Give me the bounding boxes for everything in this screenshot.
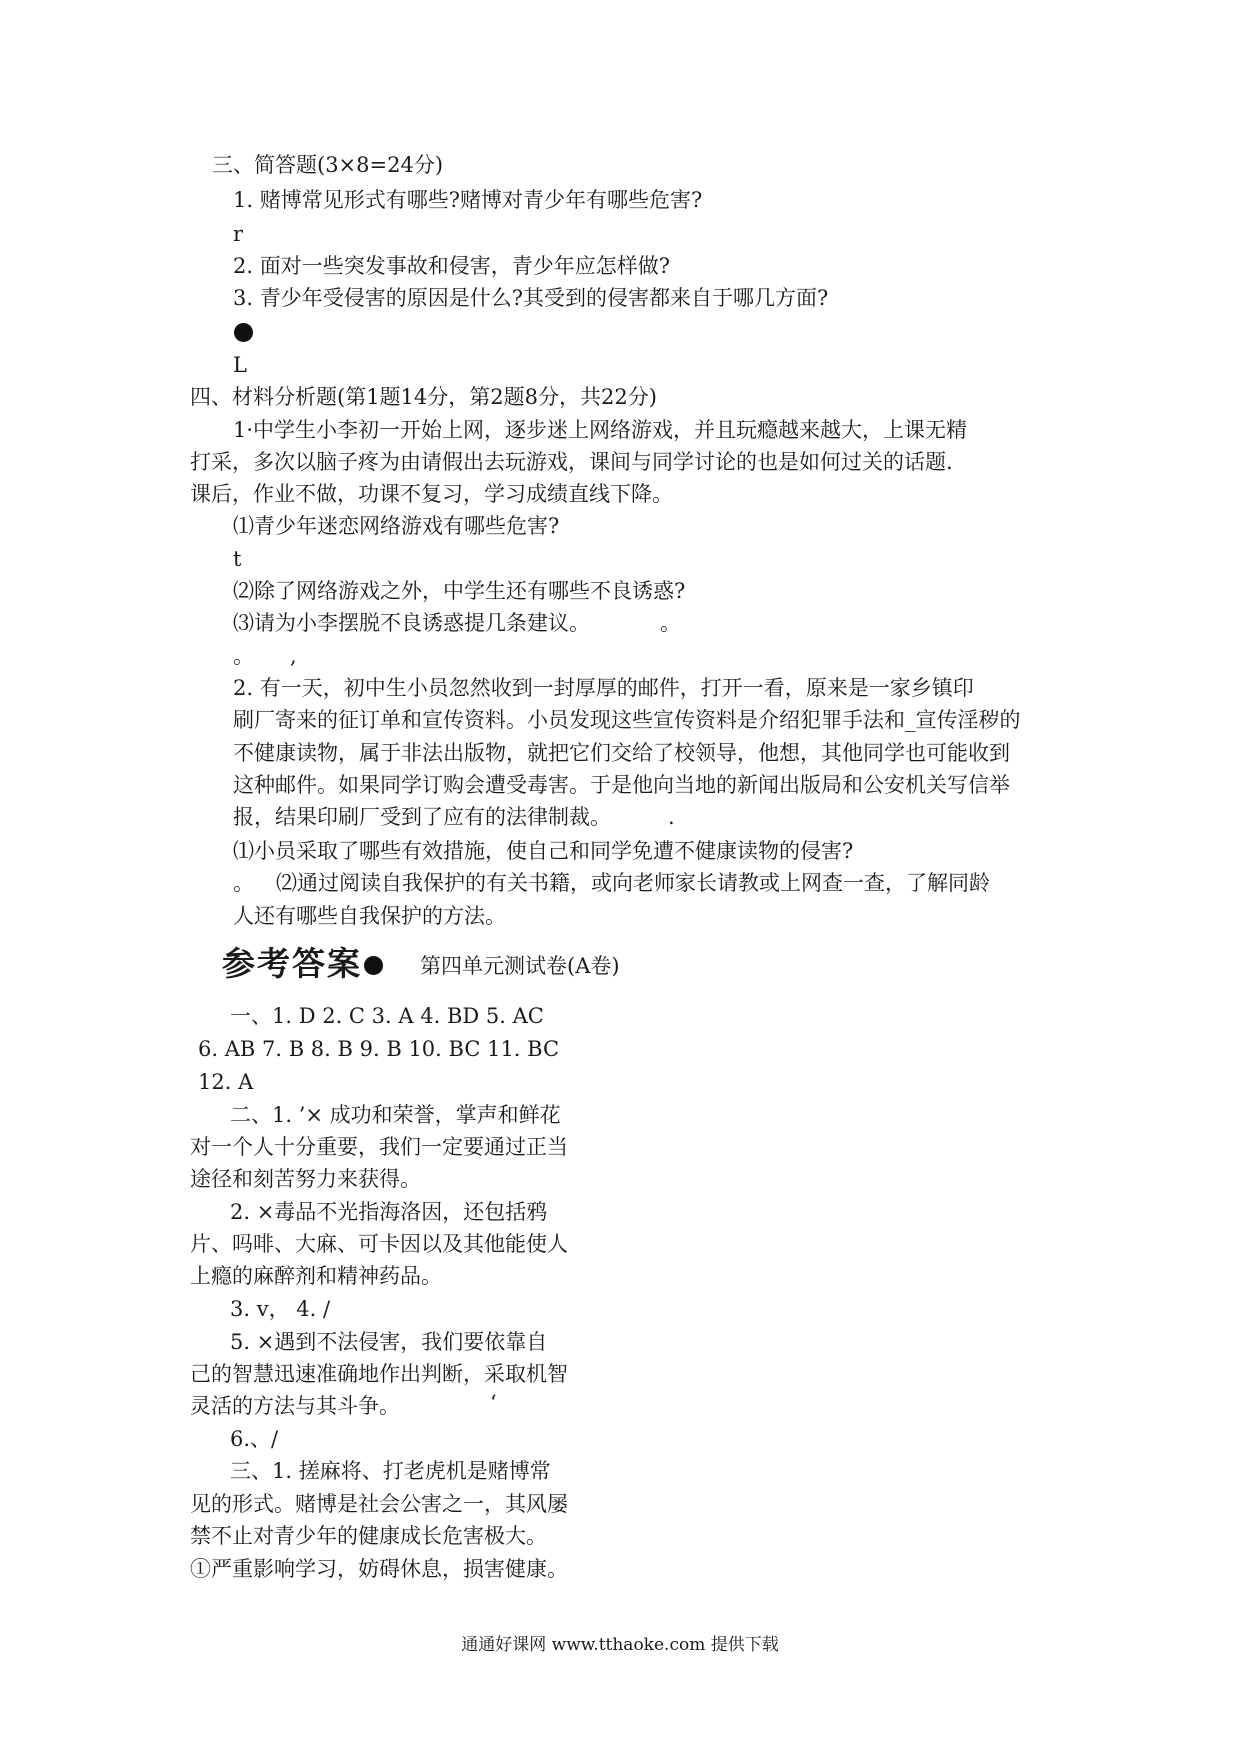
material2-line2: 刷厂寄来的征订单和宣传资料。小员发现这些宣传资料是介绍犯罪手法和_宣传淫秽的	[233, 708, 1021, 732]
section3-heading: 三、简答题(3×8=24分)	[212, 153, 444, 177]
material2-q2-line2: 人还有哪些自我保护的方法。	[233, 904, 506, 928]
section3-mark-r: r	[233, 222, 244, 246]
bullet-icon	[364, 956, 383, 975]
answers-subtitle: 第四单元测试卷(A卷)	[420, 954, 620, 978]
answers-title-text: 参考答案	[222, 944, 362, 983]
material2-line3: 不健康读物，属于非法出版物，就把它们交给了校领导，他想，其他同学也可能收到	[233, 741, 1010, 765]
answers-tf5-tail: ‘	[490, 1391, 497, 1415]
stray-mark-2: ,	[290, 644, 297, 668]
answers-tf2-line1: 2. ×毒品不光指海洛因，还包括鸦	[230, 1200, 548, 1224]
section3-mark-l: L	[233, 353, 247, 377]
answers-mc-line1: 一、1. D 2. C 3. A 4. BD 5. AC	[230, 1004, 544, 1028]
answers-title	[222, 944, 383, 984]
answers-tf6: 6.、/	[230, 1427, 279, 1451]
material1-q1: ⑴青少年迷恋网络游戏有哪些危害?	[233, 514, 560, 538]
bullet-icon	[234, 323, 253, 342]
material2-q2: ⑵通过阅读自我保护的有关书籍，或向老师家长请教或上网查一查，了解同龄	[276, 871, 990, 895]
answers-sa1-line2: 见的形式。赌博是社会公害之一，其风屡	[190, 1492, 568, 1516]
material1-line2: 打采，多次以脑子疼为由请假出去玩游戏，课间与同学讨论的也是如何过关的话题.	[190, 450, 953, 474]
answers-tf5-line2: 己的智慧迅速准确地作出判断，采取机智	[190, 1362, 568, 1386]
material1-line3: 课后，作业不做，功课不复习，学习成绩直线下降。	[190, 482, 673, 506]
material2-q1: ⑴小员采取了哪些有效措施，使自己和同学免遭不健康读物的侵害?	[233, 839, 854, 863]
material2-q2-prefix: 。	[233, 871, 254, 895]
material2-line4: 这种邮件。如果同学订购会遭受毒害。于是他向当地的新闻出版局和公安机关写信举	[233, 773, 1010, 797]
answers-mc-line2: 6. AB 7. B 8. B 9. B 10. BC 11. BC	[198, 1037, 560, 1061]
answers-tf1-line1: 二、1. ’× 成功和荣誉，掌声和鲜花	[230, 1103, 561, 1127]
answers-tf2-line2: 片、吗啡、大麻、可卡因以及其他能使人	[190, 1232, 568, 1256]
section3-q1: 1. 赌博常见形式有哪些?赌博对青少年有哪些危害?	[233, 188, 703, 212]
material2-line5: 报，结果印刷厂受到了应有的法律制裁。	[233, 805, 611, 829]
material1-q3-tail: 。	[660, 611, 681, 635]
answers-sa1-line3: 禁不止对青少年的健康成长危害极大。	[190, 1524, 547, 1548]
answers-tf1-line3: 途径和刻苦努力来获得。	[190, 1167, 421, 1191]
material1-line1: 1·中学生小李初一开始上网，逐步迷上网络游戏，并且玩瘾越来越大，上课无精	[233, 418, 968, 442]
section3-q3: 3. 青少年受侵害的原因是什么?其受到的侵害都来自于哪几方面?	[233, 286, 829, 310]
answers-tf34: 3. v， 4. /	[230, 1297, 331, 1321]
answers-tf5-line1: 5. ×遇到不法侵害，我们要依靠自	[230, 1330, 548, 1354]
stray-mark-1: 。	[233, 644, 254, 668]
material1-q3: ⑶请为小李摆脱不良诱惑提几条建议。	[233, 611, 590, 635]
answers-tf2-line3: 上瘾的麻醉剂和精神药品。	[190, 1264, 442, 1288]
answers-sa1-line1: 三、1. 搓麻将、打老虎机是赌博常	[230, 1459, 551, 1483]
answers-sa1-line4: ①严重影响学习，妨碍休息，损害健康。	[190, 1557, 568, 1581]
answers-tf5-line3: 灵活的方法与其斗争。	[190, 1394, 400, 1418]
material1-mark-t: t	[233, 547, 242, 571]
section4-heading: 四、材料分析题(第1题14分，第2题8分，共22分)	[190, 385, 657, 409]
answers-mc-line3: 12. A	[198, 1070, 254, 1094]
answers-tf1-line2: 对一个人十分重要，我们一定要通过正当	[190, 1135, 568, 1159]
material2-line1: 2. 有一天，初中生小员忽然收到一封厚厚的邮件，打开一看，原来是一家乡镇印	[233, 676, 974, 700]
bullet-mark	[232, 318, 253, 344]
material1-q2: ⑵除了网络游戏之外，中学生还有哪些不良诱惑?	[233, 579, 686, 603]
footer-credit: 通通好课网 www.tthaoke.com 提供下载	[461, 1635, 779, 1655]
section3-q2: 2. 面对一些突发事故和侵害，青少年应怎样做?	[233, 254, 670, 278]
material2-line5-tail: .	[668, 805, 675, 829]
